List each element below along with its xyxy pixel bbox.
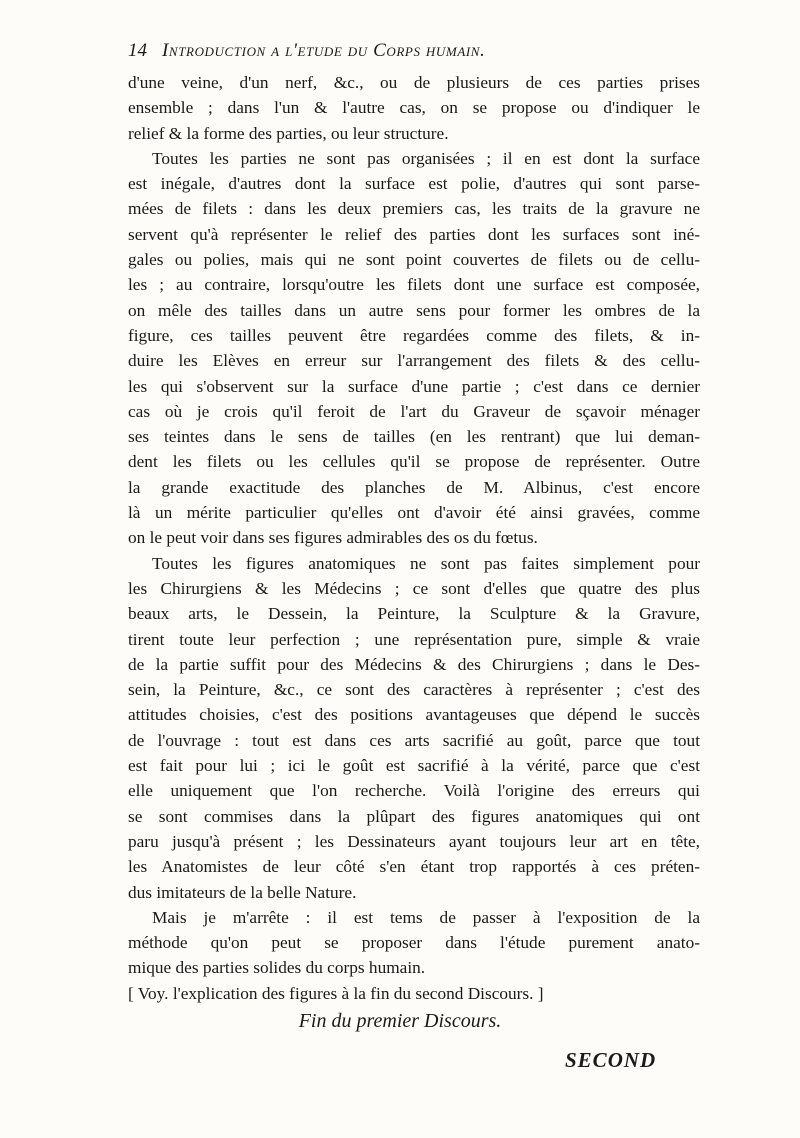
- catchword: SECOND: [565, 1048, 657, 1072]
- text-line: dent les filets ou les cellules qu'il se propose de représenter. Outre: [128, 452, 700, 472]
- text-line: est fait pour lui ; ici le goût est sacrifié à la vérité, parce que c'est: [128, 756, 700, 776]
- text-line: de l'ouvrage : tout est dans ces arts sacrifié au goût, parce que tout: [128, 730, 700, 750]
- text-line: là un mérite particulier qu'elles ont d'avoir été ainsi gravées, comme: [128, 503, 700, 523]
- text-line: duire les Elèves en erreur sur l'arrangement des filets & des cellu-: [128, 351, 700, 371]
- text-line: elle uniquement que l'on recherche. Voilà l'origine des erreurs qui: [128, 781, 700, 801]
- text-line: Mais je m'arrête : il est tems de passer à l'exposition de la: [152, 907, 700, 927]
- text-line: les ; au contraire, lorsqu'outre les filets dont une surface est composée,: [128, 275, 700, 295]
- text-line: beaux arts, le Dessein, la Peinture, la Sculpture & la Gravure,: [128, 604, 700, 624]
- text-line: mique des parties solides du corps humain.: [128, 958, 426, 978]
- text-line: on le peut voir dans ses figures admirables des os du fœtus.: [128, 528, 538, 548]
- text-line: mées de filets : dans les deux premiers cas, les traits de la gravure ne: [128, 199, 700, 219]
- text-line: les qui s'observent sur la surface d'une partie ; c'est dans ce dernier: [128, 376, 700, 396]
- text-line: d'une veine, d'un nerf, &c., ou de plusieurs de ces parties prises: [128, 73, 700, 92]
- body-text: [128, 70, 700, 1006]
- running-title: Introduction a l'etude du Corps humain.: [162, 40, 486, 61]
- page-number: 14: [128, 40, 147, 61]
- text-line: Toutes les figures anatomiques ne sont pas faites simplement pour: [152, 553, 700, 573]
- text-line: attitudes choisies, c'est des positions avantageuses que dépend le succès: [128, 705, 700, 725]
- text-line: figure, ces tailles peuvent être regardées comme des filets, & in-: [128, 325, 700, 345]
- text-line: tirent toute leur perfection ; une représentation pure, simple & vraie: [128, 629, 700, 649]
- text-line: on mêle des tailles dans un autre sens pour former les ombres de la: [128, 300, 700, 320]
- text-line: méthode qu'on peut se proposer dans l'étude purement anato-: [128, 933, 700, 953]
- text-line: relief & la forme des parties, ou leur structure.: [128, 123, 449, 143]
- end-of-discourse-note: Fin du premier Discours.: [298, 1010, 502, 1032]
- text-line: ensemble ; dans l'un & l'autre cas, on se propose ou d'indiquer le: [128, 98, 700, 118]
- text-line: Toutes les parties ne sont pas organisées ; il en est dont la surface: [152, 148, 700, 168]
- text-line: se sont commises dans la plûpart des figures anatomiques qui ont: [128, 806, 700, 826]
- text-line: [ Voy. l'explication des figures à la fin du second Discours. ]: [128, 983, 544, 1003]
- text-line: ses teintes dans le sens de tailles (en les rentrant) que lui deman-: [128, 427, 700, 447]
- text-line: cas où je crois qu'il feroit de l'art du Graveur de sçavoir ménager: [128, 401, 700, 421]
- text-line: servent qu'à représenter le relief des parties dont les surfaces sont iné-: [128, 224, 700, 244]
- text-line: les Anatomistes de leur côté s'en étant trop rapportés à ces préten-: [128, 857, 700, 877]
- text-line: dus imitateurs de la belle Nature.: [128, 882, 357, 902]
- text-line: de la partie suffit pour des Médecins & des Chirurgiens ; dans le Des-: [128, 654, 700, 674]
- text-line: gales ou polies, mais qui ne sont point couvertes de filets ou de cellu-: [128, 250, 700, 270]
- page-header: [128, 38, 708, 64]
- text-line: la grande exactitude des planches de M. Albinus, c'est encore: [128, 477, 700, 497]
- text-line: sein, la Peinture, &c., ce sont des caractères à représenter ; c'est des: [128, 680, 700, 700]
- text-line: paru jusqu'à présent ; les Dessinateurs ayant toujours leur art en tête,: [128, 831, 700, 851]
- text-line: est inégale, d'autres dont la surface est polie, d'autres qui sont parse-: [128, 174, 700, 194]
- text-line: les Chirurgiens & les Médecins ; ce sont d'elles que quatre des plus: [128, 578, 700, 598]
